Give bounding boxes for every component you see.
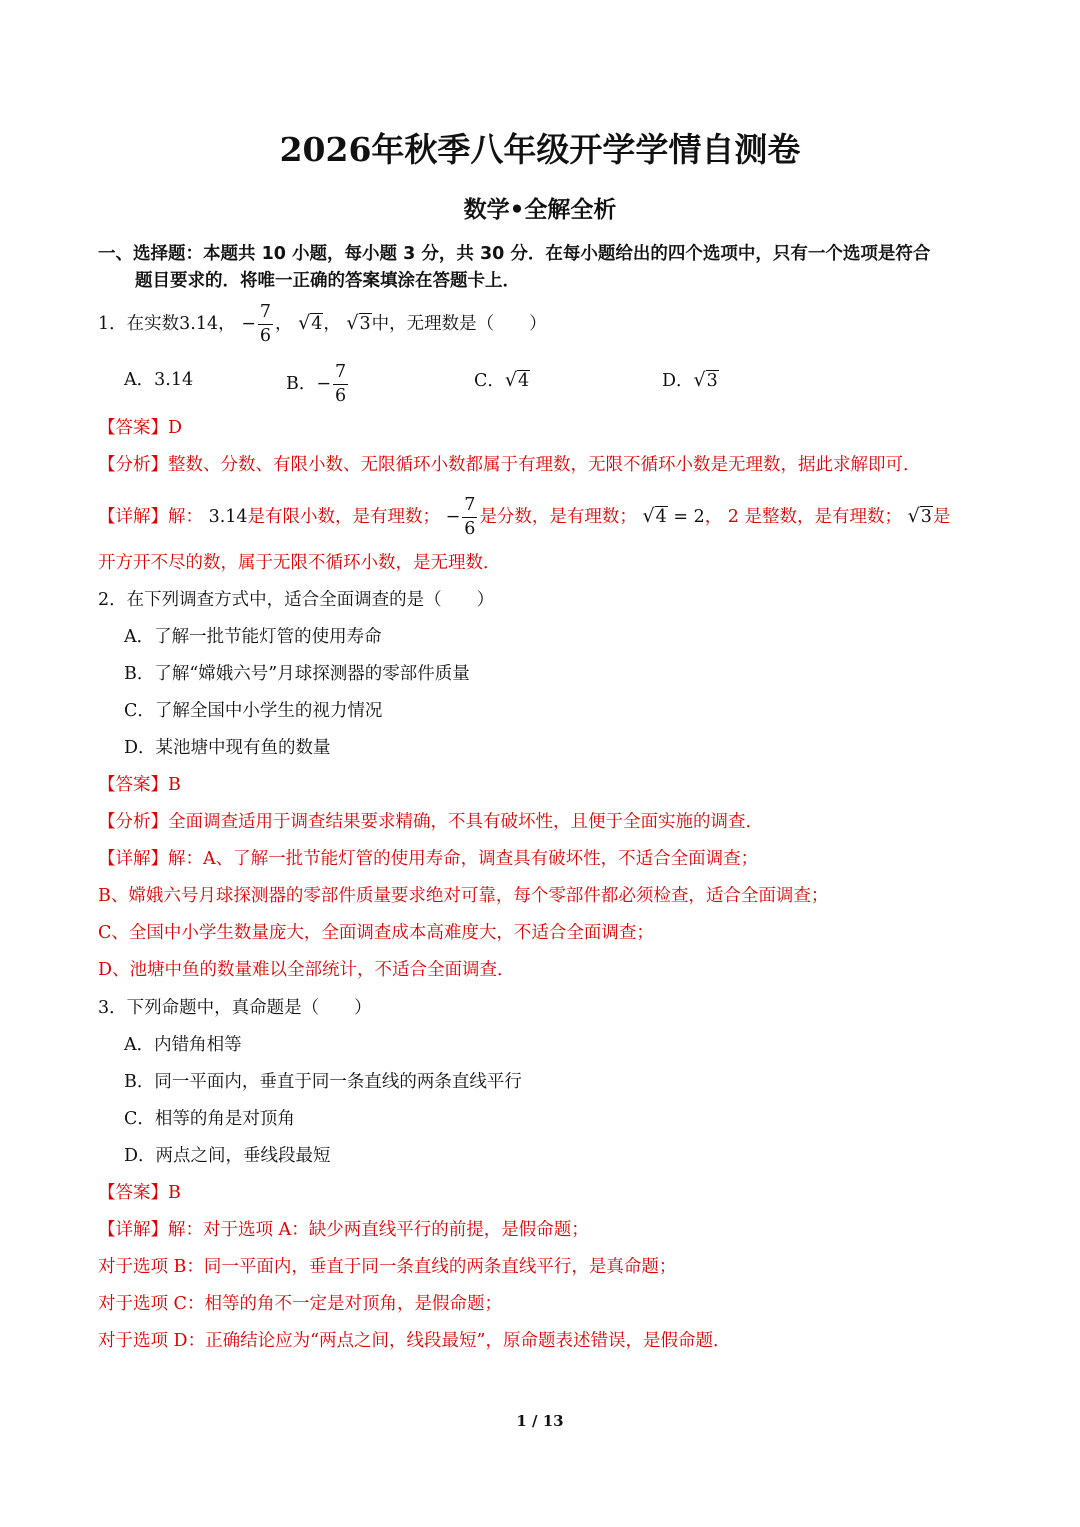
answer-tag: 【答案】 — [98, 418, 168, 438]
q1-option-a — [124, 367, 193, 393]
q2-answer — [98, 772, 181, 798]
analysis-text: 整数、分数、有限小数、无限循环小数都属于有理数，无限不循环小数是无理数，据此求解即可． — [168, 455, 921, 475]
sqrt-sign: √ — [298, 312, 311, 334]
detail-value: 3.14 — [208, 507, 248, 527]
option-value: 3.14 — [154, 370, 194, 390]
sqrt-sign: √ — [642, 505, 655, 527]
sqrt-radicand: 4 — [655, 507, 667, 527]
fraction-numerator: 7 — [333, 364, 348, 385]
page-number: 1 / 13 — [516, 1412, 564, 1430]
detail-tag: 【详解】 — [98, 849, 168, 869]
detail-text: 2 是整数，是有理数； — [727, 507, 902, 527]
q2-option-c: C．了解全国中小学生的视力情况 — [124, 701, 383, 721]
detail-tag: 【详解】 — [98, 1220, 168, 1240]
sqrt-sign: √ — [693, 369, 706, 391]
q1-analysis — [98, 452, 921, 478]
option-label: D． — [662, 371, 694, 391]
q1-answer — [98, 415, 182, 441]
detail-text: 是有限小数，是有理数； — [247, 507, 441, 527]
q2-option-a: A．了解一批节能灯管的使用寿命 — [124, 627, 382, 647]
option-label: A． — [124, 370, 155, 390]
detail-text: 是分数，是有理数； — [479, 507, 637, 527]
analysis-tag: 【分析】 — [98, 455, 168, 475]
sqrt-expression — [298, 310, 323, 337]
detail-text: 解：A、了解一批节能灯管的使用寿命，调查具有破坏性，不适合全面调查； — [168, 849, 759, 869]
q1-detail — [98, 497, 950, 538]
option-label: B． — [286, 374, 317, 394]
sqrt-radicand: 3 — [920, 507, 932, 527]
q1-option-c — [474, 367, 530, 394]
section-heading-line-1: 一、选择题：本题共 10 小题，每小题 3 分，共 30 分．在每小题给出的四个选项中，只有一个选项是符合 — [98, 244, 931, 264]
sqrt-radicand: 3 — [359, 314, 371, 334]
q1-option-d — [662, 367, 719, 394]
detail-text: 解： — [168, 507, 203, 527]
fraction-denominator: 6 — [259, 325, 271, 346]
answer-value: B — [168, 775, 181, 795]
q3-option-b: B．同一平面内，垂直于同一条直线的两条直线平行 — [124, 1072, 522, 1092]
q1-stem-value: 3.14 — [179, 314, 219, 334]
q1-detail-line-2: 开方开不尽的数，属于无限不循环小数，是无理数． — [98, 553, 501, 573]
minus-sign: − — [241, 314, 256, 334]
sqrt-expression — [346, 310, 371, 337]
q3-stem: 3．下列命题中，真命题是（ ） — [98, 998, 372, 1018]
analysis-text: 全面调查适用于调查结果要求精确，不具有破坏性，且便于全面实施的调查． — [168, 812, 763, 832]
sqrt-expression — [908, 503, 933, 530]
q1-option-b — [286, 364, 350, 405]
fraction — [258, 304, 273, 345]
fraction-denominator: 6 — [335, 385, 347, 406]
sqrt-sign: √ — [907, 505, 920, 527]
fraction — [462, 497, 477, 538]
q3-answer — [98, 1180, 181, 1206]
q2-detail-line: D、池塘中鱼的数量难以全部统计，不适合全面调查． — [98, 960, 515, 980]
sqrt-radicand: 3 — [706, 371, 718, 391]
analysis-tag: 【分析】 — [98, 812, 168, 832]
q3-detail-line: 对于选项 B：同一平面内，垂直于同一条直线的两条直线平行，是真命题； — [98, 1257, 677, 1277]
q3-option-c: C．相等的角是对顶角 — [124, 1109, 295, 1129]
detail-text: ， — [704, 507, 723, 527]
sqrt-sign: √ — [346, 312, 359, 334]
fraction-numerator: 7 — [258, 304, 273, 325]
q1-stem-text: 中，无理数是（ ） — [371, 314, 547, 334]
sqrt-expression — [505, 367, 530, 394]
fraction-numerator: 7 — [462, 497, 477, 518]
sqrt-radicand: 4 — [518, 371, 530, 391]
sqrt-radicand: 4 — [311, 314, 323, 334]
minus-sign: − — [445, 507, 461, 527]
page-subtitle: 数学•全解全析 — [463, 197, 617, 223]
option-label: C． — [474, 371, 505, 391]
minus-sign: − — [316, 374, 332, 394]
answer-value: D — [168, 418, 183, 438]
page-title: 2026年秋季八年级开学学情自测卷 — [279, 130, 801, 169]
section-heading-line-2: 题目要求的．将唯一正确的答案填涂在答题卡上． — [135, 271, 520, 291]
answer-tag: 【答案】 — [98, 775, 168, 795]
detail-tag: 【详解】 — [98, 507, 168, 527]
section-heading — [98, 241, 988, 295]
answer-tag: 【答案】 — [98, 1183, 168, 1203]
sqrt-sign: √ — [504, 369, 517, 391]
q2-stem: 2．在下列调查方式中，适合全面调查的是（ ） — [98, 590, 495, 610]
q1-stem-sep: ， — [218, 314, 236, 334]
q1-stem-text: 1．在实数 — [98, 314, 180, 334]
q2-option-b: B．了解“嫦娥六号”月球探测器的零部件质量 — [124, 664, 470, 684]
q3-option-a: A．内错角相等 — [124, 1035, 242, 1055]
q2-detail — [98, 846, 758, 872]
q2-detail-line: C、全国中小学生数量庞大，全面调查成本高难度大，不适合全面调查； — [98, 923, 654, 943]
detail-text: 是 — [932, 507, 951, 527]
q2-option-d: D．某池塘中现有鱼的数量 — [124, 738, 331, 758]
q3-detail-line: 对于选项 D：正确结论应为“两点之间，线段最短”，原命题表述错误，是假命题． — [98, 1331, 731, 1351]
answer-value: B — [168, 1183, 181, 1203]
q2-analysis — [98, 809, 763, 835]
q1-stem — [98, 304, 547, 345]
sqrt-expression — [694, 367, 719, 394]
q2-detail-line: B、嫦娥六号月球探测器的零部件质量要求绝对可靠，每个零部件都必须检查，适合全面调查； — [98, 886, 829, 906]
q3-detail — [98, 1217, 589, 1243]
detail-equation: = 2 — [673, 507, 705, 527]
q3-detail-line: 对于选项 C：相等的角不一定是对顶角，是假命题； — [98, 1294, 502, 1314]
q1-stem-sep: ， — [323, 314, 341, 334]
detail-text: 解：对于选项 A：缺少两直线平行的前提，是假命题； — [168, 1220, 589, 1240]
fraction — [333, 364, 348, 405]
q3-option-d: D．两点之间，垂线段最短 — [124, 1146, 331, 1166]
sqrt-expression — [643, 503, 668, 530]
q1-stem-sep: ， — [275, 314, 293, 334]
fraction-denominator: 6 — [464, 518, 476, 539]
